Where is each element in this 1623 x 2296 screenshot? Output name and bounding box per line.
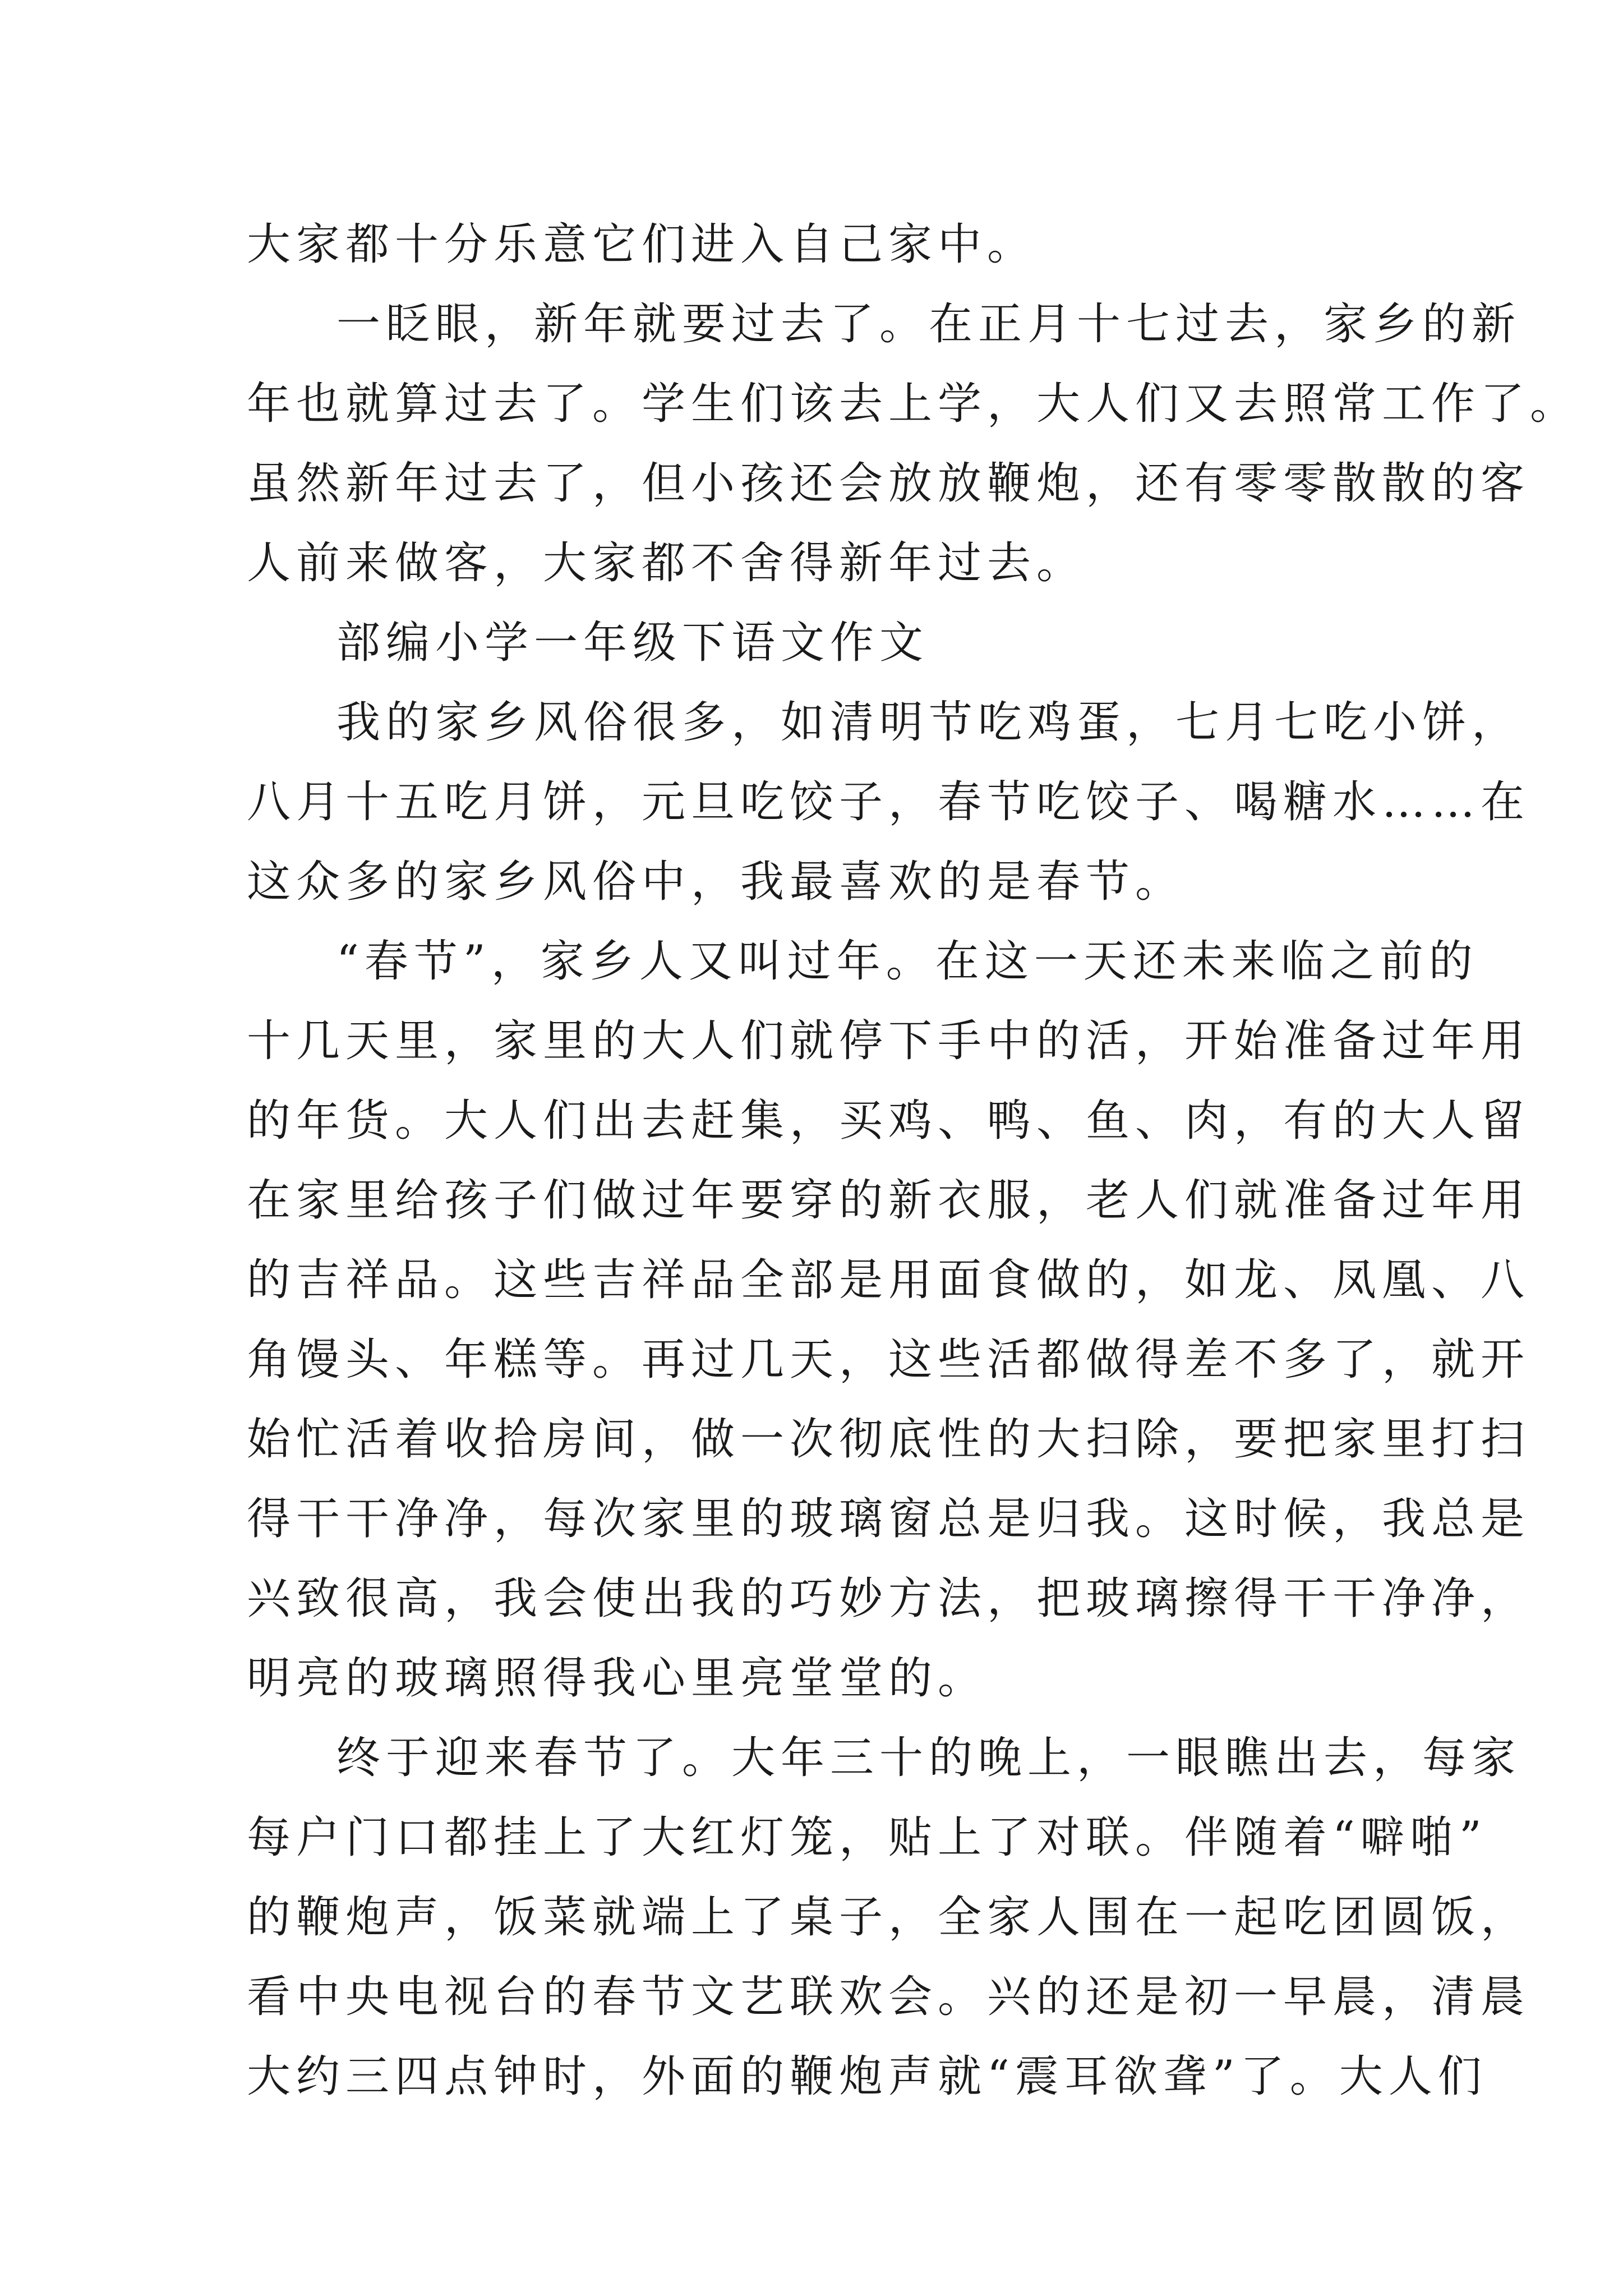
text-line: 的年货。大人们出去赶集，买鸡、鸭、鱼、肉，有的大人留 [247,1096,1530,1146]
text-line: 在家里给孩子们做过年要穿的新衣服，老人们就准备过年用 [247,1175,1530,1226]
text-line: 年也就算过去了。学生们该去上学，大人们又去照常工作了。 [247,379,1580,429]
text-line: 部编小学一年级下语文作文 [336,618,929,668]
text-line: 大家都十分乐意它们进入自己家中。 [247,219,1037,270]
text-line: 十几天里，家里的大人们就停下手中的活，开始准备过年用 [247,1016,1530,1066]
text-line: 大约三四点钟时，外面的鞭炮声就“震耳欲聋”了。大人们 [247,2051,1487,2102]
text-line: 我的家乡风俗很多，如清明节吃鸡蛋，七月七吃小饼， [336,697,1521,748]
text-line: 角馒头、年糕等。再过几天，这些活都做得差不多了，就开 [247,1335,1530,1385]
text-line: 兴致很高，我会使出我的巧妙方法，把玻璃擦得干干净净， [247,1573,1530,1624]
text-line: “春节”，家乡人又叫过年。在这一天还未来临之前的 [336,936,1478,987]
text-line: 每户门口都挂上了大红灯笼，贴上了对联。伴随着“噼啪” [247,1812,1487,1863]
text-line: 的吉祥品。这些吉祥品全部是用面食做的，如龙、凤凰、八 [247,1255,1530,1305]
text-line: 人前来做客，大家都不舍得新年过去。 [247,538,1086,588]
text-line: 一眨眼，新年就要过去了。在正月十七过去，家乡的新 [336,299,1521,349]
text-line: 得干干净净，每次家里的玻璃窗总是归我。这时候，我总是 [247,1494,1530,1544]
text-line: 看中央电视台的春节文艺联欢会。兴的还是初一早晨，清晨 [247,1972,1530,2022]
text-line: 始忙活着收拾房间，做一次彻底性的大扫除，要把家里打扫 [247,1414,1530,1465]
body-text [247,205,1580,2116]
text-line: 这众多的家乡风俗中，我最喜欢的是春节。 [247,857,1185,907]
text-line: 明亮的玻璃照得我心里亮堂堂的。 [247,1653,988,1704]
text-line: 终于迎来春节了。大年三十的晚上，一眼瞧出去，每家 [336,1733,1521,1783]
text-line: 八月十五吃月饼，元旦吃饺子，春节吃饺子、喝糖水……在 [247,777,1530,827]
text-line: 虽然新年过去了，但小孩还会放放鞭炮，还有零零散散的客 [247,458,1530,509]
text-line: 的鞭炮声，饭菜就端上了桌子，全家人围在一起吃团圆饭， [247,1892,1530,1943]
